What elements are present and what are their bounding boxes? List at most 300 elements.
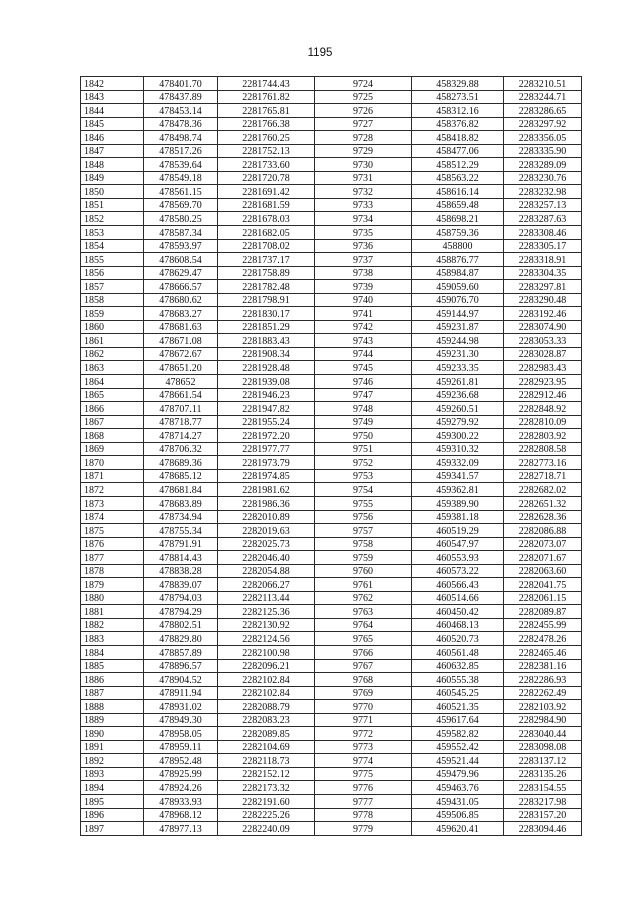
cell-x-coord-right: 459231.30 [412,347,504,361]
cell-x-coord-left: 478949.30 [144,713,218,727]
table-row [81,537,582,551]
cell-x-coord-left: 478794.03 [144,591,218,605]
cell-x-coord-left: 478580.25 [144,212,218,226]
cell-y-coord-left: 2281908.34 [218,347,315,361]
cell-x-coord-right: 458659.48 [412,198,504,212]
cell-y-coord-right: 2283304.35 [504,266,582,280]
cell-point-id-left: 1878 [81,564,144,578]
cell-y-coord-left: 2282225.26 [218,808,315,822]
cell-y-coord-right: 2282923.95 [504,375,582,389]
cell-point-id-right: 9737 [315,253,412,267]
cell-x-coord-right: 460468.13 [412,618,504,632]
cell-point-id-right: 9731 [315,171,412,185]
cell-x-coord-right: 459332.09 [412,456,504,470]
cell-x-coord-left: 478734.94 [144,510,218,524]
table-row [81,781,582,795]
cell-y-coord-left: 2281955.24 [218,415,315,429]
cell-point-id-right: 9726 [315,104,412,118]
cell-point-id-left: 1857 [81,280,144,294]
cell-y-coord-left: 2281946.23 [218,388,315,402]
cell-y-coord-right: 2283074.90 [504,320,582,334]
cell-point-id-right: 9771 [315,713,412,727]
cell-point-id-right: 9776 [315,781,412,795]
cell-point-id-right: 9732 [315,185,412,199]
cell-x-coord-left: 478453.14 [144,104,218,118]
cell-y-coord-right: 2283098.08 [504,740,582,754]
table-row [81,212,582,226]
table-row [81,632,582,646]
table-row [81,375,582,389]
table-row [81,713,582,727]
table-row [81,483,582,497]
cell-x-coord-right: 458984.87 [412,266,504,280]
cell-point-id-right: 9764 [315,618,412,632]
cell-y-coord-right: 2282286.93 [504,673,582,687]
cell-x-coord-left: 478608.54 [144,253,218,267]
cell-point-id-left: 1846 [81,131,144,145]
cell-x-coord-left: 478933.93 [144,794,218,808]
cell-point-id-left: 1855 [81,253,144,267]
cell-y-coord-left: 2282089.85 [218,727,315,741]
cell-x-coord-left: 478791.91 [144,537,218,551]
cell-point-id-right: 9727 [315,117,412,131]
cell-y-coord-right: 2282984.90 [504,713,582,727]
cell-y-coord-left: 2282104.69 [218,740,315,754]
cell-y-coord-left: 2281981.62 [218,483,315,497]
table-row [81,578,582,592]
cell-point-id-right: 9728 [315,131,412,145]
cell-point-id-left: 1887 [81,686,144,700]
cell-x-coord-right: 458616.14 [412,185,504,199]
cell-point-id-right: 9757 [315,524,412,538]
cell-x-coord-left: 478689.36 [144,456,218,470]
table-row [81,361,582,375]
cell-x-coord-right: 459521.44 [412,754,504,768]
cell-point-id-right: 9739 [315,280,412,294]
cell-x-coord-left: 478838.28 [144,564,218,578]
cell-y-coord-right: 2282061.15 [504,591,582,605]
cell-x-coord-left: 478683.27 [144,307,218,321]
cell-y-coord-right: 2282063.60 [504,564,582,578]
cell-point-id-left: 1882 [81,618,144,632]
cell-point-id-right: 9751 [315,442,412,456]
cell-point-id-right: 9778 [315,808,412,822]
cell-y-coord-right: 2283154.55 [504,781,582,795]
cell-point-id-right: 9753 [315,469,412,483]
cell-point-id-right: 9775 [315,767,412,781]
cell-y-coord-left: 2282096.21 [218,659,315,673]
cell-y-coord-right: 2283286.65 [504,104,582,118]
table-row [81,564,582,578]
table-row [81,591,582,605]
cell-x-coord-left: 478911.94 [144,686,218,700]
cell-point-id-left: 1858 [81,293,144,307]
cell-x-coord-left: 478437.89 [144,90,218,104]
cell-x-coord-right: 459260.51 [412,402,504,416]
cell-point-id-left: 1859 [81,307,144,321]
table-row [81,673,582,687]
cell-y-coord-right: 2283297.92 [504,117,582,131]
table-row [81,456,582,470]
cell-point-id-right: 9745 [315,361,412,375]
cell-point-id-right: 9738 [315,266,412,280]
cell-y-coord-right: 2282041.75 [504,578,582,592]
cell-point-id-right: 9772 [315,727,412,741]
cell-x-coord-right: 459279.92 [412,415,504,429]
cell-y-coord-right: 2282071.67 [504,551,582,565]
table-row [81,510,582,524]
table-row [81,185,582,199]
cell-point-id-right: 9725 [315,90,412,104]
cell-x-coord-right: 459463.76 [412,781,504,795]
cell-y-coord-right: 2283297.81 [504,280,582,294]
cell-y-coord-left: 2281744.43 [218,77,315,91]
cell-point-id-left: 1843 [81,90,144,104]
cell-y-coord-right: 2282465.46 [504,645,582,659]
cell-y-coord-left: 2282102.84 [218,673,315,687]
cell-y-coord-right: 2283040.44 [504,727,582,741]
cell-x-coord-right: 459362.81 [412,483,504,497]
cell-point-id-left: 1848 [81,158,144,172]
cell-point-id-right: 9767 [315,659,412,673]
cell-y-coord-left: 2282113.44 [218,591,315,605]
cell-y-coord-right: 2283230.76 [504,171,582,185]
table-row [81,293,582,307]
cell-y-coord-left: 2282046.40 [218,551,315,565]
cell-y-coord-left: 2281928.48 [218,361,315,375]
cell-point-id-right: 9777 [315,794,412,808]
table-row [81,226,582,240]
cell-point-id-left: 1852 [81,212,144,226]
cell-point-id-right: 9779 [315,822,412,836]
cell-x-coord-left: 478706.32 [144,442,218,456]
cell-y-coord-right: 2282103.92 [504,700,582,714]
cell-x-coord-right: 459300.22 [412,429,504,443]
table-row [81,266,582,280]
table-row [81,659,582,673]
cell-x-coord-right: 460450.42 [412,605,504,619]
cell-x-coord-right: 459552.42 [412,740,504,754]
cell-y-coord-right: 2282718.71 [504,469,582,483]
cell-x-coord-right: 459479.96 [412,767,504,781]
table-row [81,645,582,659]
cell-y-coord-left: 2281986.36 [218,496,315,510]
cell-x-coord-left: 478593.97 [144,239,218,253]
cell-y-coord-right: 2282808.58 [504,442,582,456]
cell-point-id-left: 1856 [81,266,144,280]
table-row [81,158,582,172]
cell-y-coord-right: 2283335.90 [504,144,582,158]
cell-point-id-right: 9759 [315,551,412,565]
table-row [81,104,582,118]
coordinates-table [80,76,582,836]
cell-y-coord-right: 2283257.13 [504,198,582,212]
cell-point-id-left: 1890 [81,727,144,741]
cell-point-id-right: 9768 [315,673,412,687]
table-row [81,280,582,294]
cell-x-coord-left: 478680.62 [144,293,218,307]
cell-point-id-left: 1891 [81,740,144,754]
cell-y-coord-left: 2282025.73 [218,537,315,551]
cell-point-id-left: 1860 [81,320,144,334]
cell-y-coord-right: 2282810.09 [504,415,582,429]
cell-point-id-left: 1879 [81,578,144,592]
cell-y-coord-right: 2283232.98 [504,185,582,199]
cell-x-coord-right: 459620.41 [412,822,504,836]
cell-point-id-left: 1876 [81,537,144,551]
cell-x-coord-left: 478681.63 [144,320,218,334]
cell-point-id-left: 1880 [81,591,144,605]
cell-x-coord-left: 478666.57 [144,280,218,294]
cell-y-coord-right: 2283305.17 [504,239,582,253]
cell-x-coord-left: 478671.08 [144,334,218,348]
cell-point-id-right: 9741 [315,307,412,321]
cell-x-coord-right: 458800 [412,239,504,253]
cell-y-coord-right: 2282848.92 [504,402,582,416]
table-row [81,320,582,334]
cell-point-id-right: 9754 [315,483,412,497]
cell-x-coord-right: 460573.22 [412,564,504,578]
cell-y-coord-right: 2283157.20 [504,808,582,822]
table-row [81,727,582,741]
cell-x-coord-left: 478549.18 [144,171,218,185]
cell-point-id-left: 1861 [81,334,144,348]
cell-point-id-right: 9752 [315,456,412,470]
cell-x-coord-right: 459341.57 [412,469,504,483]
cell-y-coord-right: 2283289.09 [504,158,582,172]
cell-y-coord-right: 2282803.92 [504,429,582,443]
table-row [81,524,582,538]
table-row [81,496,582,510]
cell-x-coord-right: 459076.70 [412,293,504,307]
cell-point-id-left: 1845 [81,117,144,131]
cell-y-coord-left: 2281974.85 [218,469,315,483]
cell-y-coord-left: 2282173.32 [218,781,315,795]
cell-y-coord-right: 2283287.63 [504,212,582,226]
cell-x-coord-left: 478802.51 [144,618,218,632]
cell-point-id-right: 9765 [315,632,412,646]
cell-x-coord-right: 460632.85 [412,659,504,673]
cell-y-coord-left: 2281782.48 [218,280,315,294]
cell-y-coord-left: 2281681.59 [218,198,315,212]
table-row [81,700,582,714]
cell-point-id-left: 1863 [81,361,144,375]
table-row [81,144,582,158]
cell-y-coord-left: 2281830.17 [218,307,315,321]
cell-x-coord-right: 458876.77 [412,253,504,267]
cell-point-id-left: 1886 [81,673,144,687]
cell-point-id-right: 9735 [315,226,412,240]
cell-x-coord-right: 458418.82 [412,131,504,145]
cell-x-coord-right: 460521.35 [412,700,504,714]
cell-y-coord-left: 2281939.08 [218,375,315,389]
cell-point-id-left: 1842 [81,77,144,91]
table-row [81,334,582,348]
cell-x-coord-right: 459582.82 [412,727,504,741]
table-row [81,808,582,822]
cell-x-coord-right: 459506.85 [412,808,504,822]
cell-y-coord-right: 2283137.12 [504,754,582,768]
table-row [81,740,582,754]
cell-x-coord-left: 478925.99 [144,767,218,781]
cell-y-coord-left: 2282152.12 [218,767,315,781]
table-row [81,90,582,104]
cell-x-coord-left: 478794.29 [144,605,218,619]
cell-x-coord-left: 478952.48 [144,754,218,768]
cell-point-id-left: 1849 [81,171,144,185]
cell-x-coord-left: 478651.20 [144,361,218,375]
cell-x-coord-left: 478959.11 [144,740,218,754]
cell-x-coord-left: 478539.64 [144,158,218,172]
cell-x-coord-left: 478587.34 [144,226,218,240]
cell-point-id-left: 1874 [81,510,144,524]
cell-x-coord-left: 478718.77 [144,415,218,429]
cell-x-coord-left: 478517.26 [144,144,218,158]
cell-x-coord-right: 460561.48 [412,645,504,659]
table-row [81,171,582,185]
table-row [81,551,582,565]
cell-y-coord-left: 2282088.79 [218,700,315,714]
cell-x-coord-left: 478857.89 [144,645,218,659]
cell-x-coord-left: 478755.34 [144,524,218,538]
cell-x-coord-right: 458698.21 [412,212,504,226]
cell-y-coord-right: 2283356.05 [504,131,582,145]
cell-y-coord-right: 2283290.48 [504,293,582,307]
cell-y-coord-right: 2283217.98 [504,794,582,808]
table-row [81,117,582,131]
cell-y-coord-right: 2282086.88 [504,524,582,538]
cell-x-coord-right: 460545.25 [412,686,504,700]
cell-point-id-left: 1875 [81,524,144,538]
table-row [81,754,582,768]
table-row [81,767,582,781]
cell-x-coord-right: 458312.16 [412,104,504,118]
cell-y-coord-left: 2281682.05 [218,226,315,240]
cell-y-coord-left: 2282100.98 [218,645,315,659]
cell-x-coord-right: 460514.66 [412,591,504,605]
cell-y-coord-right: 2283308.46 [504,226,582,240]
cell-y-coord-left: 2282054.88 [218,564,315,578]
cell-x-coord-right: 458759.36 [412,226,504,240]
cell-point-id-left: 1866 [81,402,144,416]
cell-point-id-right: 9747 [315,388,412,402]
cell-point-id-right: 9774 [315,754,412,768]
cell-x-coord-right: 460547.97 [412,537,504,551]
cell-x-coord-right: 460555.38 [412,673,504,687]
cell-point-id-right: 9743 [315,334,412,348]
coordinates-table-body [81,77,582,836]
cell-point-id-left: 1871 [81,469,144,483]
cell-x-coord-left: 478661.54 [144,388,218,402]
cell-x-coord-right: 460520.73 [412,632,504,646]
cell-point-id-left: 1889 [81,713,144,727]
cell-x-coord-right: 458329.88 [412,77,504,91]
cell-point-id-right: 9756 [315,510,412,524]
table-row [81,77,582,91]
cell-y-coord-left: 2281758.89 [218,266,315,280]
cell-y-coord-left: 2281708.02 [218,239,315,253]
table-row [81,415,582,429]
cell-x-coord-left: 478968.12 [144,808,218,822]
cell-y-coord-right: 2283028.87 [504,347,582,361]
cell-x-coord-left: 478958.05 [144,727,218,741]
cell-x-coord-right: 458273.51 [412,90,504,104]
cell-point-id-left: 1864 [81,375,144,389]
cell-point-id-left: 1881 [81,605,144,619]
cell-y-coord-right: 2282089.87 [504,605,582,619]
cell-y-coord-left: 2281883.43 [218,334,315,348]
cell-point-id-right: 9750 [315,429,412,443]
cell-x-coord-right: 458376.82 [412,117,504,131]
cell-y-coord-left: 2282019.63 [218,524,315,538]
table-row [81,605,582,619]
cell-y-coord-left: 2282118.73 [218,754,315,768]
cell-y-coord-right: 2283053.33 [504,334,582,348]
cell-x-coord-right: 460553.93 [412,551,504,565]
cell-x-coord-left: 478707.11 [144,402,218,416]
cell-point-id-right: 9763 [315,605,412,619]
cell-point-id-right: 9746 [315,375,412,389]
cell-x-coord-left: 478478.36 [144,117,218,131]
table-row [81,822,582,836]
cell-x-coord-left: 478839.07 [144,578,218,592]
cell-y-coord-left: 2282066.27 [218,578,315,592]
cell-point-id-left: 1862 [81,347,144,361]
cell-y-coord-left: 2281766.38 [218,117,315,131]
cell-point-id-left: 1892 [81,754,144,768]
cell-y-coord-right: 2282651.32 [504,496,582,510]
cell-y-coord-left: 2281737.17 [218,253,315,267]
table-row [81,388,582,402]
page-number: 1195 [307,47,333,59]
cell-y-coord-right: 2283318.91 [504,253,582,267]
cell-y-coord-left: 2281733.60 [218,158,315,172]
cell-y-coord-right: 2282628.36 [504,510,582,524]
cell-point-id-right: 9742 [315,320,412,334]
cell-x-coord-right: 459381.18 [412,510,504,524]
cell-y-coord-right: 2282381.16 [504,659,582,673]
cell-point-id-right: 9769 [315,686,412,700]
cell-y-coord-right: 2282455.99 [504,618,582,632]
cell-point-id-right: 9740 [315,293,412,307]
cell-y-coord-left: 2281972.20 [218,429,315,443]
cell-y-coord-right: 2282682.02 [504,483,582,497]
cell-y-coord-right: 2282912.46 [504,388,582,402]
cell-point-id-right: 9770 [315,700,412,714]
cell-y-coord-left: 2281761.82 [218,90,315,104]
cell-y-coord-right: 2282478.26 [504,632,582,646]
cell-point-id-left: 1894 [81,781,144,795]
cell-x-coord-left: 478652 [144,375,218,389]
cell-y-coord-right: 2283244.71 [504,90,582,104]
cell-y-coord-left: 2281947.82 [218,402,315,416]
table-row [81,402,582,416]
cell-point-id-left: 1847 [81,144,144,158]
cell-point-id-right: 9762 [315,591,412,605]
cell-y-coord-right: 2283210.51 [504,77,582,91]
cell-x-coord-left: 478672.67 [144,347,218,361]
table-row [81,618,582,632]
cell-x-coord-left: 478904.52 [144,673,218,687]
cell-y-coord-right: 2283094.46 [504,822,582,836]
cell-x-coord-right: 459431.05 [412,794,504,808]
cell-x-coord-left: 478683.89 [144,496,218,510]
cell-y-coord-left: 2282130.92 [218,618,315,632]
cell-point-id-right: 9755 [315,496,412,510]
table-row [81,198,582,212]
cell-y-coord-left: 2281760.25 [218,131,315,145]
cell-y-coord-right: 2282773.16 [504,456,582,470]
